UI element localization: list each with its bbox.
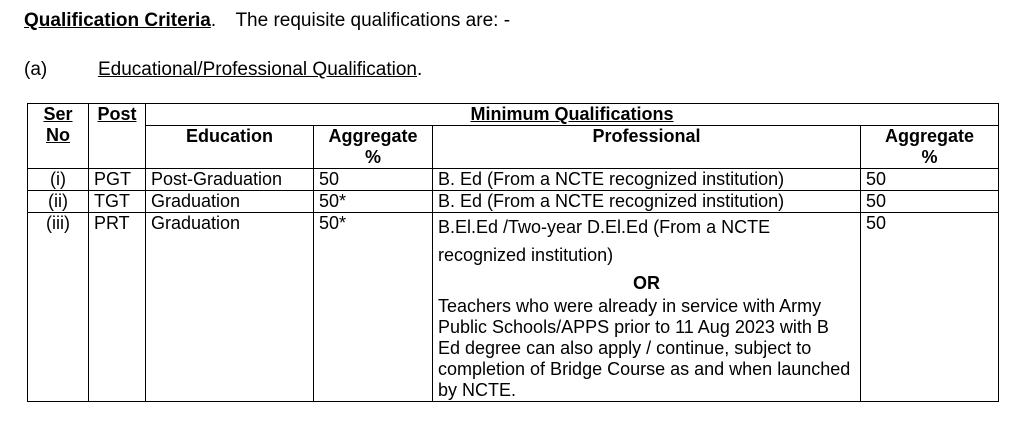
subsection-heading bbox=[24, 59, 422, 81]
table-header-row bbox=[28, 104, 999, 126]
row-prof-aggregate: 50 bbox=[861, 191, 999, 213]
header-education: Education bbox=[146, 126, 314, 169]
header-post: Post bbox=[97, 104, 137, 124]
header-professional: Professional bbox=[433, 126, 861, 169]
header-prof-percent: % bbox=[921, 147, 938, 167]
header-min-qual-cell bbox=[146, 104, 999, 126]
header-edu-aggregate: Aggregate bbox=[328, 126, 418, 146]
heading-title: Qualification Criteria bbox=[24, 10, 211, 31]
header-ser-no bbox=[28, 104, 89, 169]
row-professional: B. Ed (From a NCTE recognized institution) bbox=[433, 191, 861, 213]
heading-intro: The requisite qualifications are: - bbox=[235, 10, 511, 31]
qualification-table bbox=[27, 103, 999, 402]
header-post-cell bbox=[89, 104, 146, 169]
row-edu-aggregate: 50* bbox=[314, 213, 433, 402]
header-edu-percent: % bbox=[364, 147, 381, 167]
header-ser: Ser bbox=[43, 104, 73, 124]
row-edu-aggregate: 50 bbox=[314, 169, 433, 191]
header-min-qual: Minimum Qualifications bbox=[470, 104, 674, 124]
row-prof-aggregate: 50 bbox=[861, 213, 999, 402]
row-professional: B. Ed (From a NCTE recognized institution) bbox=[433, 169, 861, 191]
row-education: Post-Graduation bbox=[146, 169, 314, 191]
row-professional: B.El.Ed /Two-year D.El.Ed (From a NCTE recognized institution) bbox=[438, 217, 771, 265]
header-prof-aggregate: Aggregate bbox=[884, 126, 974, 146]
row-post: PRT bbox=[89, 213, 146, 402]
row-professional-cell bbox=[433, 213, 861, 402]
row-ser: (i) bbox=[28, 169, 89, 191]
row-ser: (iii) bbox=[28, 213, 89, 402]
section-heading bbox=[24, 10, 510, 32]
table-subheader-row bbox=[28, 126, 999, 169]
subsection-suffix: . bbox=[416, 59, 423, 80]
row-post: TGT bbox=[89, 191, 146, 213]
row-post: PGT bbox=[89, 169, 146, 191]
table-row bbox=[28, 169, 999, 191]
header-no: No bbox=[46, 125, 70, 145]
header-prof-aggregate-cell bbox=[861, 126, 999, 169]
row-ser: (ii) bbox=[28, 191, 89, 213]
table-row bbox=[28, 191, 999, 213]
row-prof-aggregate: 50 bbox=[861, 169, 999, 191]
table-row bbox=[28, 213, 999, 402]
heading-title-suffix: . bbox=[210, 10, 217, 31]
row-education: Graduation bbox=[146, 191, 314, 213]
or-separator: OR bbox=[633, 273, 660, 293]
row-edu-aggregate: 50* bbox=[314, 191, 433, 213]
row-education: Graduation bbox=[146, 213, 314, 402]
subsection-number: (a) bbox=[24, 59, 48, 80]
subsection-label: Educational/Professional Qualification bbox=[98, 59, 417, 80]
row-professional-alt: Teachers who were already in service with Army Public Schools/APPS prior to 11 Aug 2023 with B Ed degree can also apply / continue, subject to completion of Bridge Course as and when launched by NCTE. bbox=[438, 296, 851, 400]
header-edu-aggregate-cell bbox=[314, 126, 433, 169]
